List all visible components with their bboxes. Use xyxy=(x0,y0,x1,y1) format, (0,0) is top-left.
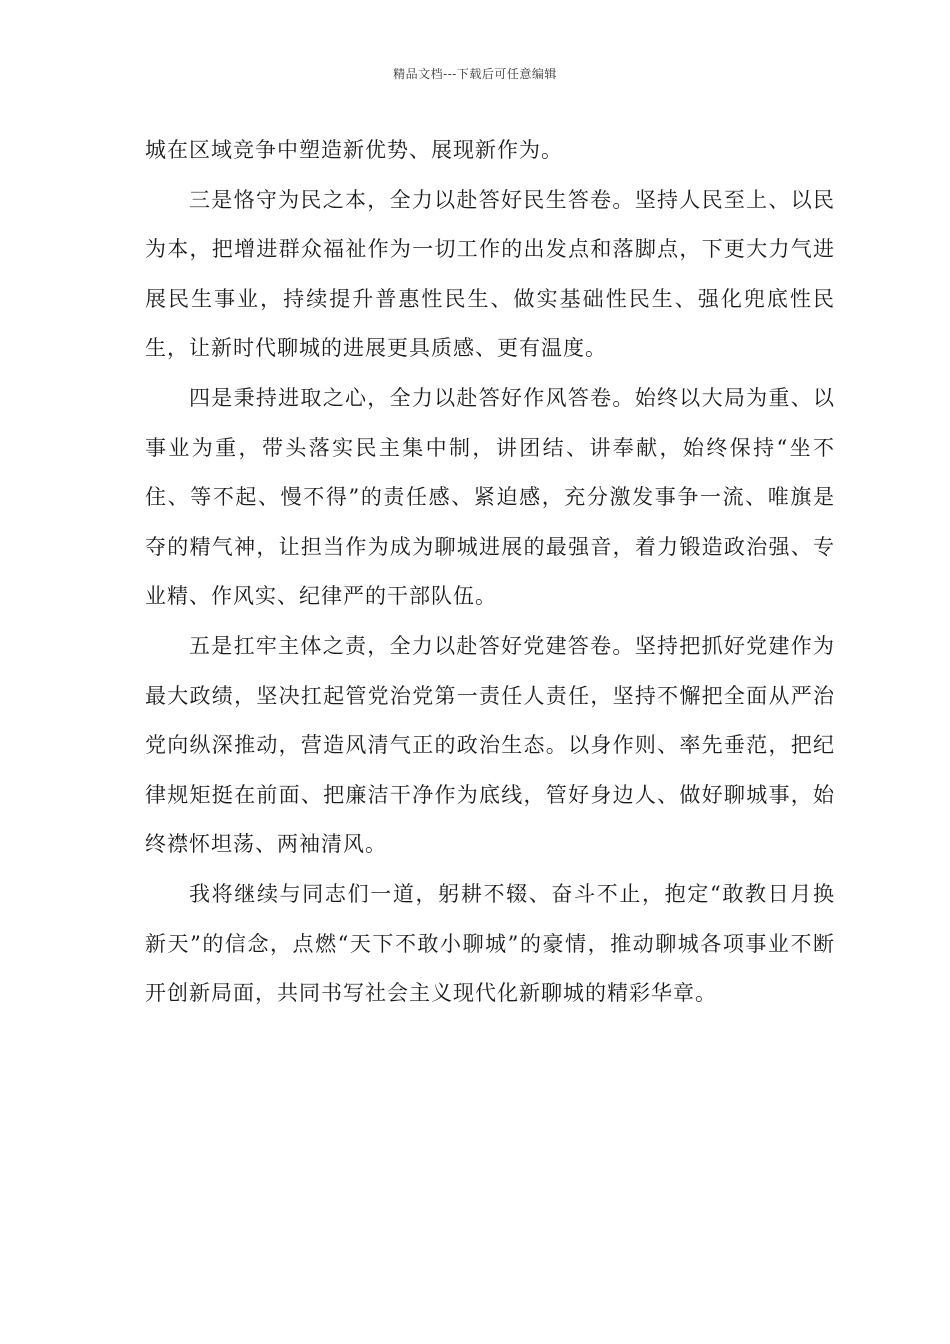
paragraph-work-style: 四是秉持进取之心，全力以赴答好作风答卷。始终以大局为重、以事业为重，带头落实民主集中制，讲团结、讲奉献，始终保持“坐不住、等不起、慢不得”的责任感、紧迫感，充分激发事争一流、唯旗是夺的精气神，让担当作为成为聊城进展的最强音，着力锻造政治强、专业精、作风实、纪律严的干部队伍。 xyxy=(145,385,835,609)
paragraph-livelihood: 三是恪守为民之本，全力以赴答好民生答卷。坚持人民至上、以民为本，把增进群众福祉作为一切工作的出发点和落脚点，下更大力气进展民生事业，持续提升普惠性民生、做实基础性民生、强化兜底性民生，让新时代聊城的进展更具质感、更有温度。 xyxy=(145,187,835,361)
paragraph-closing: 我将继续与同志们一道，躬耕不辍、奋斗不止，抱定“敢教日月换新天”的信念，点燃“天下不敢小聊城”的豪情，推动聊城各项事业不断开创新局面，共同书写社会主义现代化新聊城的精彩华章。 xyxy=(145,881,835,1006)
paragraph-continuation: 城在区域竞争中塑造新优势、展现新作为。 xyxy=(145,138,563,162)
document-body xyxy=(145,126,835,1019)
paragraph-party-building: 五是扛牢主体之责，全力以赴答好党建答卷。坚持把抓好党建作为最大政绩，坚决扛起管党治党第一责任人责任，坚持不懈把全面从严治党向纵深推动，营造风清气正的政治生态。以身作则、率先垂范，把纪律规矩挺在前面、把廉洁干净作为底线，管好身边人、做好聊城事，始终襟怀坦荡、两袖清风。 xyxy=(145,633,835,857)
page-header: 精品文档---下载后可任意编辑 xyxy=(393,67,557,81)
